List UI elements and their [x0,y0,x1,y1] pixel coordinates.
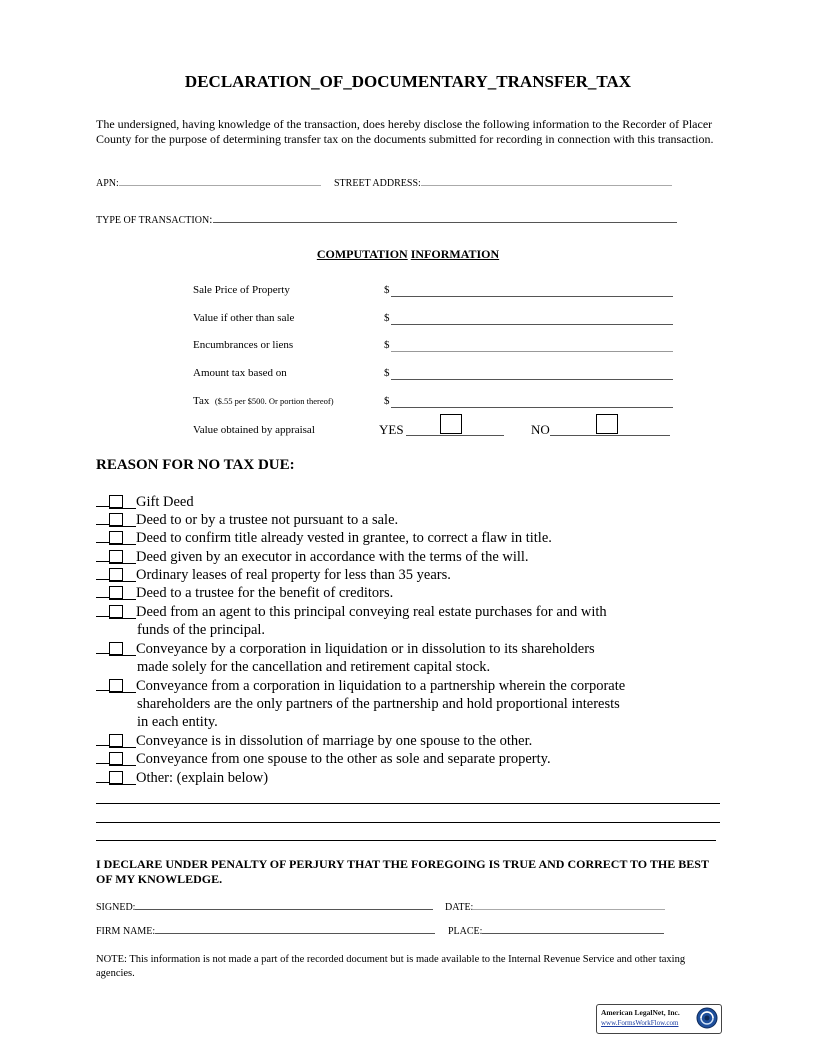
reason-lead-line [96,750,109,764]
spouse-property-checkbox[interactable] [109,752,123,765]
appraisal-yes-line [406,435,504,436]
reason-lead-line [96,511,109,525]
appraisal-no-line [550,435,670,436]
appraisal-yes-checkbox[interactable] [440,414,462,434]
sale-price-dollar: $ [384,284,390,296]
confirm-title-checkbox[interactable] [109,531,123,544]
reason-checkbox-wrap [109,511,136,527]
reason-lead-line [96,640,109,654]
vendor-url-link[interactable]: www.FormsWorkFlow.com [601,1019,679,1027]
reason-checkbox-wrap [109,677,136,693]
reason-text: Other: (explain below) [136,770,269,786]
reason-item [96,548,529,566]
signed-field [96,900,433,913]
trustee-deed-checkbox[interactable] [109,513,123,526]
vendor-name: American LegalNet, Inc. [601,1008,680,1017]
reason-checkbox-wrap [109,566,136,582]
reason-item [96,584,393,602]
transaction-type-input-line[interactable] [213,213,677,223]
reason-item [96,750,551,768]
reason-item [96,769,268,787]
reason-lead-line [96,584,109,598]
reason-checkbox-wrap [109,750,136,766]
reason-lead-line [96,677,109,691]
agent-deed-checkbox[interactable] [109,605,123,618]
tax-rate-note: ($.55 per $500. Or portion thereof) [214,396,334,406]
firm-name-field [96,924,435,937]
reason-lead-line [96,529,109,543]
reason-text: Deed from an agent to this principal conveying real estate purchases for and with [136,604,607,620]
computation-heading-word-1: COMPUTATION [316,247,408,261]
reason-heading: REASON FOR NO TAX DUE: [96,457,295,473]
reason-item [96,640,595,658]
reason-checkbox-wrap [109,548,136,564]
reason-checkbox-wrap [109,584,136,600]
amount-tax-dollar: $ [384,367,390,379]
signed-label: SIGNED: [96,902,136,913]
reason-item [96,677,625,695]
firm-name-label: FIRM NAME: [96,926,156,937]
value-other-dollar: $ [384,312,390,324]
amount-tax-label: Amount tax based on [193,367,287,379]
globe-icon [696,1007,718,1029]
place-label: PLACE: [448,926,483,937]
value-other-label: Value if other than sale [193,312,295,324]
reason-lead-line [96,493,109,507]
place-field [448,924,664,937]
marriage-dissolution-checkbox[interactable] [109,734,123,747]
gift-deed-checkbox[interactable] [109,495,123,508]
vendor-logo[interactable] [596,1004,722,1034]
reason-continuation: in each entity. [137,714,218,730]
tax-label: Tax [193,395,210,407]
value-other-input-line[interactable] [391,324,673,325]
executor-deed-checkbox[interactable] [109,550,123,563]
other-reason-checkbox[interactable] [109,771,123,784]
reason-lead-line [96,548,109,562]
corporation-partnership-checkbox[interactable] [109,679,123,692]
apn-label: APN: [96,178,119,189]
reason-text: Deed to confirm title already vested in grantee, to correct a flaw in title. [136,530,552,546]
reason-checkbox-wrap [109,603,136,619]
appraisal-no-label: NO [531,422,550,437]
street-address-field [334,176,672,189]
sale-price-input-line[interactable] [391,296,673,297]
reason-item [96,603,607,621]
appraisal-no-checkbox[interactable] [596,414,618,434]
date-field [445,900,665,913]
perjury-declaration: I DECLARE UNDER PENALTY OF PERJURY THAT THE FOREGOING IS TRUE AND CORRECT TO THE BEST OF MY KNOWLEDGE. [96,857,709,886]
reason-item [96,566,451,584]
reason-checkbox-wrap [109,529,136,545]
firm-name-input-line[interactable] [155,924,435,934]
signed-input-line[interactable] [135,900,433,910]
reason-text: Deed to or by a trustee not pursuant to a sale. [136,512,399,528]
reason-continuation: shareholders are the only partners of the partnership and hold proportional interests [137,696,620,712]
reason-text: Deed given by an executor in accordance with the terms of the will. [136,549,529,565]
street-address-input-line[interactable] [421,176,672,186]
transaction-type-label: TYPE OF TRANSACTION [96,215,210,226]
reason-text: Ordinary leases of real property for less than 35 years. [136,567,451,583]
explain-line-1[interactable] [96,803,720,804]
creditors-trustee-checkbox[interactable] [109,586,123,599]
ordinary-lease-checkbox[interactable] [109,568,123,581]
tax-label-group [193,395,334,407]
intro-paragraph: The undersigned, having knowledge of the transaction, does hereby disclose the following information to the Recorder of Placer County for the purpose of determining transfer tax on the documents submitted for recording in connection with this transaction. [96,117,714,146]
reason-item [96,493,194,511]
reason-lead-line [96,769,109,783]
date-label: DATE: [445,902,474,913]
reason-lead-line [96,566,109,580]
amount-tax-input-line[interactable] [391,379,673,380]
computation-heading-word-2: INFORMATION [410,247,500,261]
appraisal-yes-label: YES [379,422,404,437]
reason-continuation: made solely for the cancellation and retirement capital stock. [137,659,491,675]
reason-checkbox-wrap [109,640,136,656]
apn-field [96,176,321,189]
encumbrances-input-line[interactable] [391,351,673,352]
reason-lead-line [96,603,109,617]
reason-lead-line [96,732,109,746]
corporation-shareholders-checkbox[interactable] [109,642,123,655]
reason-checkbox-wrap [109,732,136,748]
street-address-label: STREET ADDRESS: [334,178,421,189]
transaction-type-colon: : [209,212,213,226]
encumbrances-label: Encumbrances or liens [193,339,294,351]
footer-note: NOTE: This information is not made a part of the recorded document but is made available to the Internal Revenue Service and other taxing agencies. [96,954,686,979]
tax-dollar: $ [384,395,390,407]
reason-text: Conveyance from a corporation in liquidation to a partnership wherein the corporate [136,678,626,694]
reason-checkbox-wrap [109,493,136,509]
reason-text: Gift Deed [136,494,194,510]
tax-input-line[interactable] [391,407,673,408]
encumbrances-dollar: $ [384,339,390,351]
reason-continuation: funds of the principal. [137,622,266,638]
date-input-line[interactable] [473,900,665,910]
sale-price-label: Sale Price of Property [193,284,290,296]
reason-item [96,732,532,750]
reason-text: Conveyance is in dissolution of marriage by one spouse to the other. [136,733,533,749]
reason-text: Conveyance by a corporation in liquidation or in dissolution to its shareholders [136,641,595,657]
reason-checkbox-wrap [109,769,136,785]
document-title: DECLARATION_OF_DOCUMENTARY_TRANSFER_TAX [184,72,632,91]
appraisal-label: Value obtained by appraisal [193,424,315,436]
reason-item [96,511,398,529]
transaction-type-field [96,212,677,227]
reason-item [96,529,552,547]
place-input-line[interactable] [482,924,664,934]
reason-text: Deed to a trustee for the benefit of creditors. [136,585,394,601]
apn-input-line[interactable] [119,176,321,186]
explain-line-2[interactable] [96,822,720,823]
explain-line-3[interactable] [96,840,716,841]
computation-heading [0,247,816,262]
reason-text: Conveyance from one spouse to the other as sole and separate property. [136,751,551,767]
